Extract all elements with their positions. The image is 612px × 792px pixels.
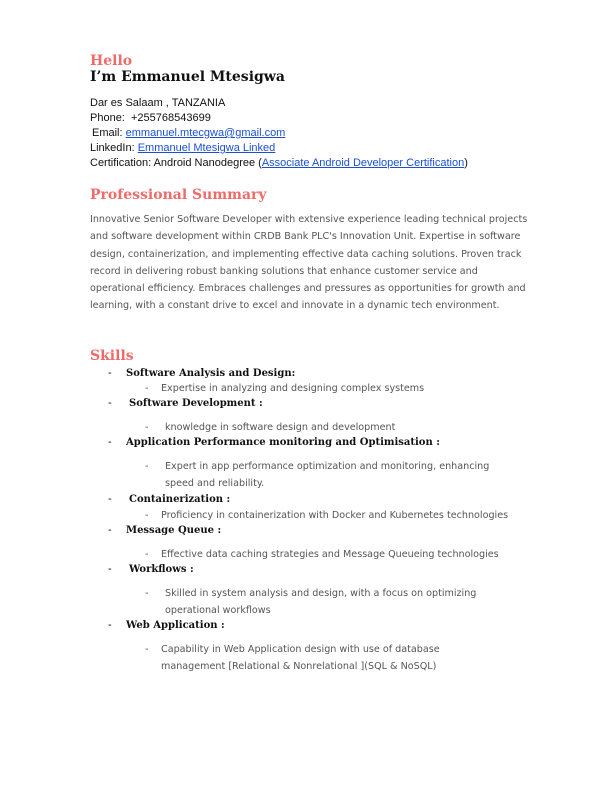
skill-detail-dash: - [145,588,149,599]
skill-dash: - [108,436,112,448]
email-link[interactable]: emmanuel.mtecgwa@gmail.com [125,127,286,139]
skill-detail-dash: - [145,644,149,655]
summary-heading: Professional Summary [90,187,267,203]
skill-label: Message Queue : [126,525,222,536]
certification-close: ) [464,157,468,169]
skill-detail: Proficiency in containerization with Docker and Kubernetes technologies [161,510,509,521]
linkedin-line [90,142,275,154]
skill-label: Software Analysis and Design: [126,368,296,379]
skill-detail-dash: - [145,383,149,394]
email-line [92,127,285,139]
skill-label: Containerization : [129,494,231,505]
skill-detail-dash: - [145,549,149,560]
skill-dash: - [108,524,112,536]
full-name: I’m Emmanuel Mtesigwa [90,69,285,85]
greeting: Hello [90,53,133,69]
skill-detail: Capability in Web Application design with use of database management [Relational & Nonrelational ](SQL & NoSQL) [161,644,440,672]
email-label: Email: [92,127,123,139]
skills-heading: Skills [90,348,134,364]
certification-label: Certification: Android Nanodegree ( [90,157,262,169]
skill-label: Workflows : [129,564,194,575]
skill-label: Web Application : [126,620,225,631]
skill-detail: Expert in app performance optimization and monitoring, enhancing speed and reliability. [165,461,490,489]
certification-line [90,157,468,169]
linkedin-link[interactable]: Emmanuel Mtesigwa Linked [137,142,276,154]
skill-detail-dash: - [145,510,149,521]
skill-dash: - [108,563,112,575]
phone-number: +255768543699 [131,112,211,124]
skill-detail-dash: - [145,422,149,433]
skill-dash: - [108,367,112,379]
certification-link[interactable]: Associate Android Developer Certification [261,157,465,169]
summary-text: Innovative Senior Software Developer with extensive experience leading technical projects and software development within CRDB Bank PLC's Innovation Unit. Expertise in software design, containerization, and implementing effective data caching solutions. Proven track record in delivering robust banking solutions that enhance customer service and operational efficiency. Embraces challenges and pressures as opportunities for growth and learning, with a constant drive to excel and innovate in a dynamic tech environment. [90,214,528,312]
phone-line [90,112,211,124]
skill-detail: Skilled in system analysis and design, with a focus on optimizing operational workflows [165,588,477,616]
skill-dash: - [108,397,112,409]
linkedin-label: LinkedIn: [90,142,135,154]
skill-dash: - [108,493,112,505]
skill-label: Software Development : [129,398,263,409]
skill-detail-dash: - [145,461,149,472]
phone-label: Phone: [90,112,125,124]
skill-detail: knowledge in software design and development [165,422,396,433]
skill-detail: Expertise in analyzing and designing complex systems [161,383,425,394]
skill-label: Application Performance monitoring and Optimisation : [126,437,440,448]
location: Dar es Salaam , TANZANIA [90,97,226,109]
skill-dash: - [108,619,112,631]
skill-detail: Effective data caching strategies and Message Queueing technologies [161,549,499,560]
